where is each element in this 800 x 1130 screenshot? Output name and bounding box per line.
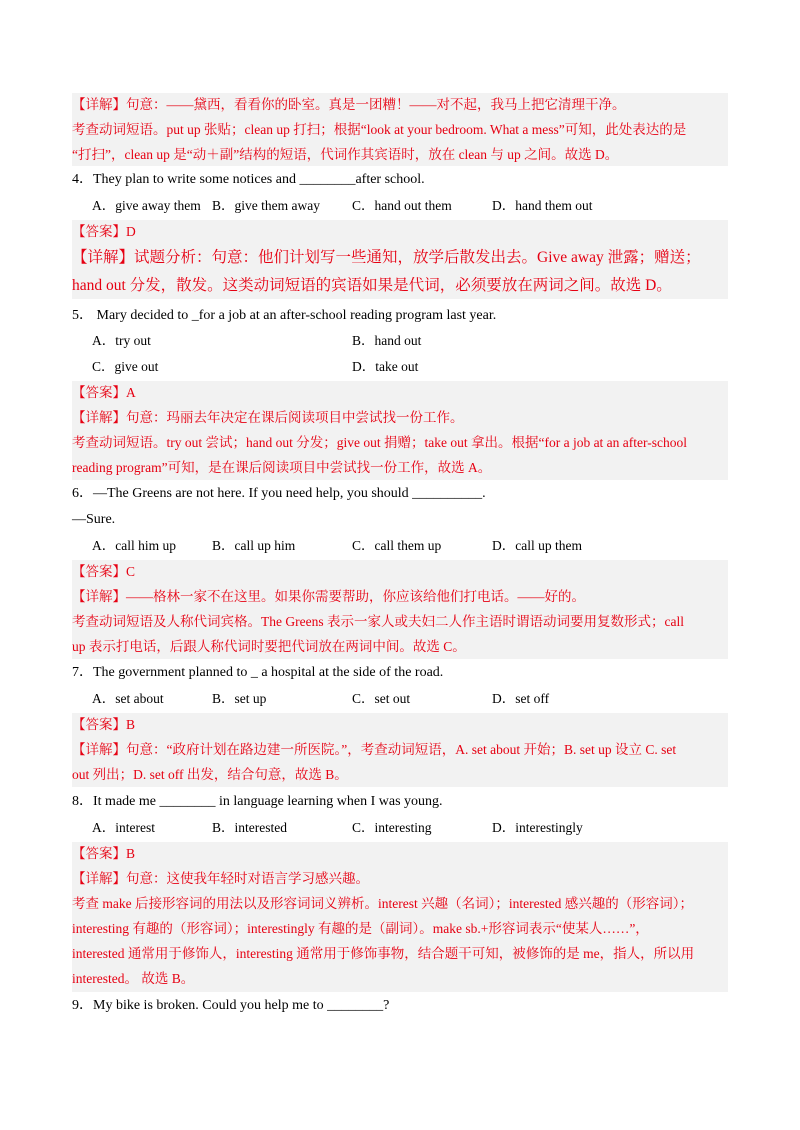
question-stem: 8．It made me ________ in language learning when I was young. xyxy=(72,794,443,809)
option-c: C．call them up xyxy=(352,538,442,553)
explanation-line: 【详解】句意：这使我年轻时对语言学习感兴趣。 xyxy=(72,871,369,886)
option-a: A．call him up xyxy=(92,538,176,553)
option-d: D．call up them xyxy=(492,538,582,553)
question-stem: 5． Mary decided to _for a job at an after-school reading program last year. xyxy=(72,308,497,323)
explanation-line: interesting 有趣的（形容词）；interestingly 有趣的是（副词）。make sb.+形容词表示“使某人……”， xyxy=(72,921,649,936)
explanation-line: 【详解】句意：“政府计划在路边建一所医院。”，考查动词短语，A. set about 开始；B. set up 设立 C. set xyxy=(72,742,677,757)
option-c: C．hand out them xyxy=(352,198,452,213)
explanation-line: 【详解】——格林一家不在这里。如果你需要帮助，你应该给他们打电话。——好的。 xyxy=(72,589,585,604)
question-stem: 4．They plan to write some notices and ________after school. xyxy=(72,172,425,187)
option-a: A．try out xyxy=(92,333,151,348)
option-d: D．take out xyxy=(352,359,419,374)
option-b: B．set up xyxy=(212,691,267,706)
answer-label: 【答案】B xyxy=(72,717,136,732)
question-stem: 9．My bike is broken. Could you help me to ________? xyxy=(72,998,390,1013)
explanation-line: 考查动词短语。put up 张贴；clean up 打扫；根据“look at your bedroom. What a mess”可知，此处表达的是 xyxy=(72,122,687,137)
option-d: D．hand them out xyxy=(492,198,593,213)
answer-label: 【答案】B xyxy=(72,846,136,861)
explanation-line: hand out 分发，散发。这类动词短语的宾语如果是代词，必须要放在两词之间。故选 D。 xyxy=(72,277,672,294)
explanation-line: up 表示打电话，后跟人称代词时要把代词放在两词中间。故选 C。 xyxy=(72,639,466,654)
answer-label: 【答案】D xyxy=(72,224,136,239)
option-d: D．interestingly xyxy=(492,820,583,835)
explanation-line: 考查动词短语。try out 尝试；hand out 分发；give out 捐赠；take out 拿出。根据“for a job at an after-school xyxy=(72,435,688,450)
explanation-line: interested 通常用于修饰人，interesting 通常用于修饰事物，结合题干可知，被修饰的是 me，指人，所以用 xyxy=(72,946,695,961)
option-a: A．set about xyxy=(92,691,164,706)
explanation-line: reading program”可知，是在课后阅读项目中尝试找一份工作，故选 A。 xyxy=(72,460,492,475)
dialog-reply: —Sure. xyxy=(72,512,116,527)
answer-label: 【答案】A xyxy=(72,385,136,400)
explanation-line: 考查 make 后接形容词的用法以及形容词词义辨析。interest 兴趣（名词）；interested 感兴趣的（形容词）； xyxy=(72,896,693,911)
explanation-line: 【详解】句意：——黛西，看看你的卧室。真是一团糟！——对不起，我马上把它清理干净。 xyxy=(72,97,626,112)
option-b: B．hand out xyxy=(352,333,422,348)
option-b: B．give them away xyxy=(212,198,320,213)
explanation-line: interested。 故选 B。 xyxy=(72,971,195,986)
option-b: B．call up him xyxy=(212,538,296,553)
question-stem: 7．The government planned to _ a hospital at the side of the road. xyxy=(72,665,444,680)
explanation-line: 【详解】试题分析：句意：他们计划写一些通知，放学后散发出去。Give away 泄露；赠送； xyxy=(72,249,701,266)
option-a: A．give away them xyxy=(92,198,201,213)
explanation-line: 考查动词短语及人称代词宾格。The Greens 表示一家人或夫妇二人作主语时谓语动词要用复数形式；call xyxy=(72,614,684,629)
explanation-line: “打扫”，clean up 是“动＋副”结构的短语，代词作其宾语时，放在 clean 与 up 之间。故选 D。 xyxy=(72,147,619,162)
option-c: C．interesting xyxy=(352,820,432,835)
option-c: C．give out xyxy=(92,359,159,374)
explanation-line: out 列出；D. set off 出发，结合句意，故选 B。 xyxy=(72,767,348,782)
option-a: A．interest xyxy=(92,820,155,835)
explanation-line: 【详解】句意：玛丽去年决定在课后阅读项目中尝试找一份工作。 xyxy=(72,410,464,425)
option-b: B．interested xyxy=(212,820,287,835)
option-d: D．set off xyxy=(492,691,550,706)
answer-label: 【答案】C xyxy=(72,564,136,579)
option-c: C．set out xyxy=(352,691,411,706)
question-stem: 6．—The Greens are not here. If you need help, you should __________. xyxy=(72,486,486,501)
